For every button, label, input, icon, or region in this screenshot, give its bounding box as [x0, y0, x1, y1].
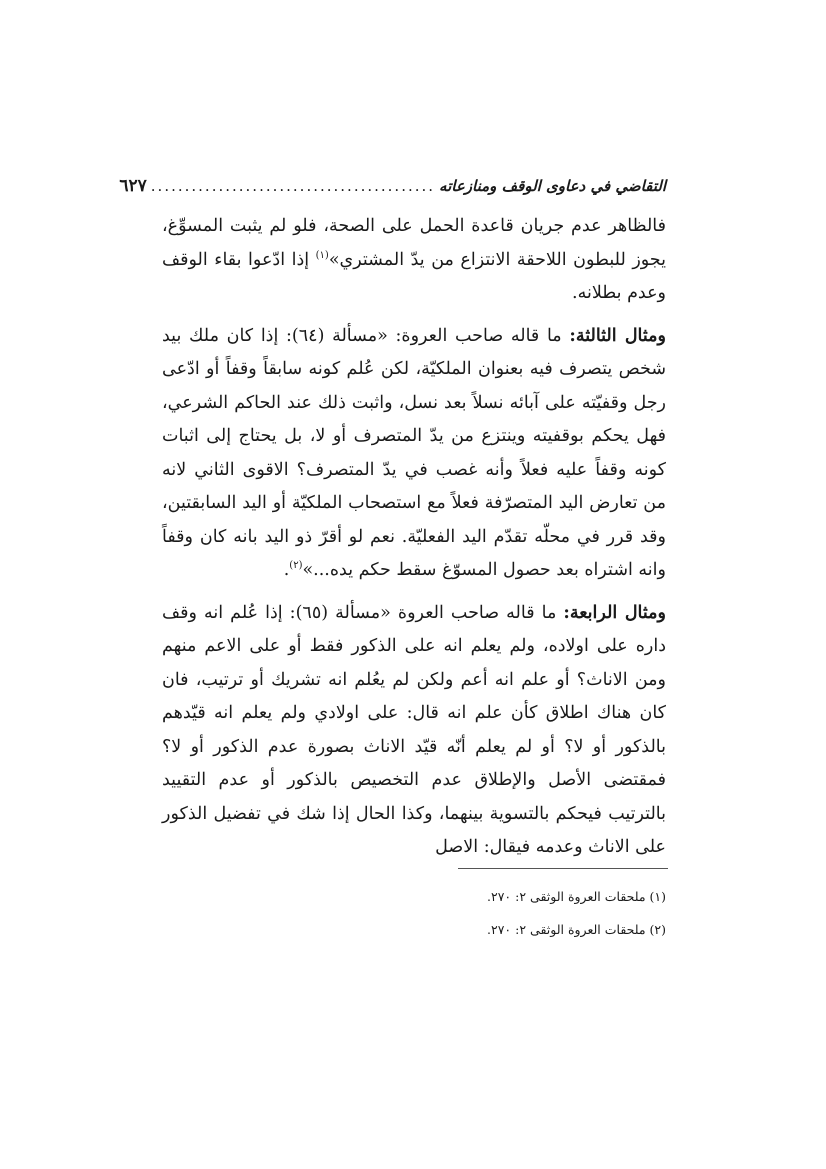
running-header	[119, 176, 666, 206]
leader-dots: ..........................................	[150, 177, 436, 195]
paragraph-lead: ومثال الرابعة:	[563, 602, 666, 623]
paragraph-text: فالظاهر عدم جريان قاعدة الحمل على الصحة، فلو لم يثبت المسوِّغ، يجوز للبطون اللاحقة الانتزاع من يدّ المشتري»	[162, 216, 666, 270]
paragraph-tail: إذا ادّعوا بقاء الوقف وعدم بطلانه.	[162, 249, 666, 303]
paragraph-1	[162, 210, 666, 311]
footnotes	[162, 880, 666, 946]
footnote-1: (١) ملحقات العروة الوثقى ٢: ٢٧٠.	[487, 889, 666, 904]
footnote-ref: (١)	[315, 249, 329, 261]
body-text	[162, 210, 666, 865]
paragraph-text: ما قاله صاحب العروة: «مسألة (٦٤): إذا كان ملك بيد شخص يتصرف فيه بعنوان الملكيّة، لكن عُلم كونه سابقاً وقفاً أو ادّعى رجل وقفيّته على آبائه نسلاً بعد نسل، واثبت ذلك عند الحاكم الشرعي، فهل يحكم بوقفيته وينتزع من يدّ المتصرف أو لا، بل يحتاج إلى اثبات كونه وقفاً عليه فعلاً وأنه غصب في يدّ المتصرف؟ الاقوى الثاني لانه من تعارض اليد المتصرّفة فعلاً مع استصحاب الملكيّة أو اليد السابقتين، وقد قرر في محلّه تقدّم اليد الفعليّة. نعم لو أقرّ ذو اليد بانه كان وقفاً وانه اشتراه بعد حصول المسوّغ سقط حكم يده...»	[162, 325, 666, 580]
paragraph-text: ما قاله صاحب العروة «مسألة (٦٥): إذا عُلم انه وقف داره على اولاده، ولم يعلم انه على الذكور فقط أو على الاعم منهم ومن الاناث؟ أو علم انه أعم ولكن لم يعُلم انه تشريك أو ترتيب، فان كان هناك اطلاق كأن علم انه قال: على اولادي ولم يعلم انه قيّدهم بالذكور أو لا؟ أو لم يعلم أنّه قيّد الاناث بصورة عدم الذكور أو لا؟ فمقتضى الأصل والإطلاق عدم التخصيص بالذكور أو عدم التقييد بالترتيب فيحكم بالتسوية بينهما، وكذا الحال إذا شك في تفضيل الذكور على الاناث وعدمه فيقال: الاصل	[162, 602, 666, 857]
paragraph-lead: ومثال الثالثة:	[569, 325, 666, 346]
page	[119, 176, 666, 874]
paragraph-3	[162, 597, 666, 865]
page-number: ٦٢٧	[119, 176, 147, 196]
running-title: التقاضي في دعاوى الوقف ومنازعاته	[439, 177, 666, 195]
footnote-ref: (٢)	[289, 560, 303, 572]
paragraph-2	[162, 320, 666, 588]
paragraph-tail: .	[283, 560, 290, 580]
footnote-divider	[458, 868, 668, 869]
footnote-2: (٢) ملحقات العروة الوثقى ٢: ٢٧٠.	[487, 922, 666, 937]
